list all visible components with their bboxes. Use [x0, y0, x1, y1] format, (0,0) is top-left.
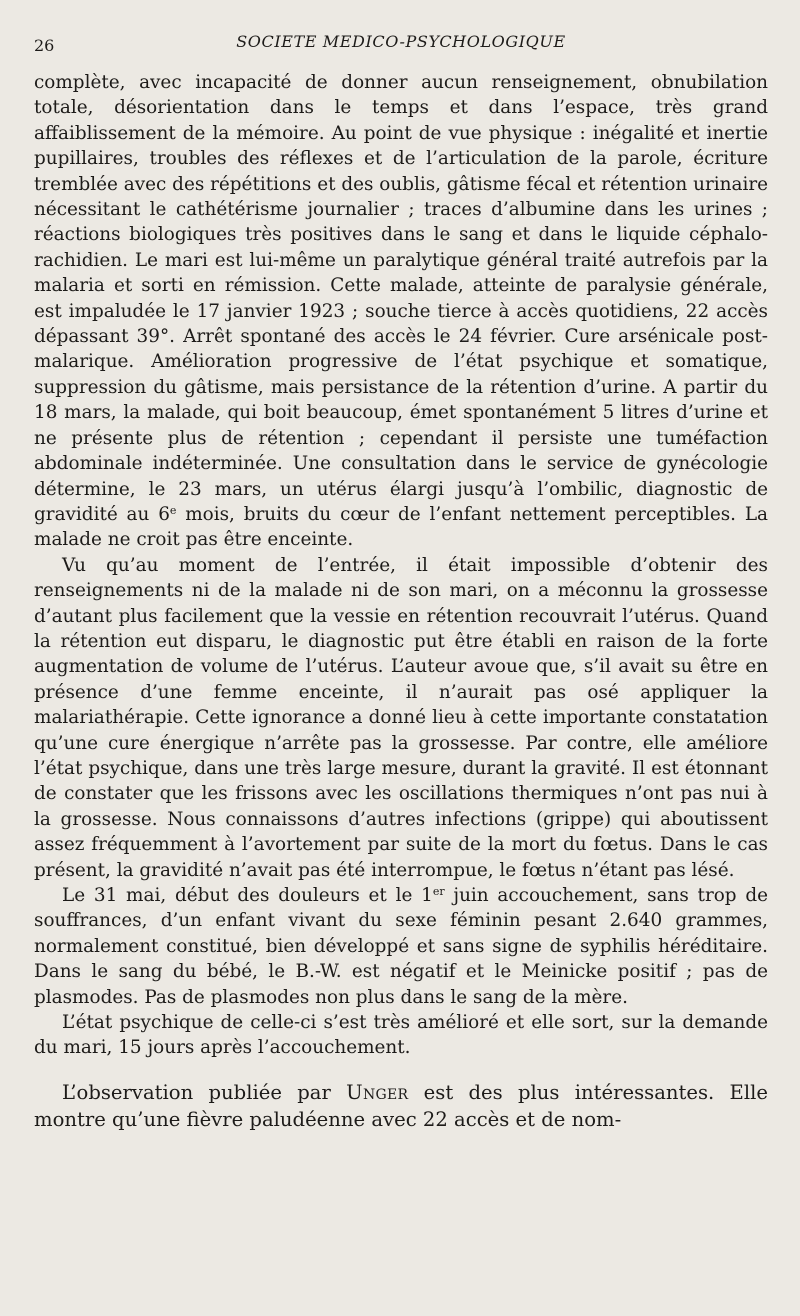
paragraph-text-end: juin accouchement, sans trop de souffrances, d’un enfant vivant du sexe féminin pesant 2.640 grammes, normalement constitué, bien développé et sans signe de syphilis héréditaire. Dans le sang du bébé, le B.-W. est négatif et le Meinicke positif ; pas de plasmodes. Pas de plasmodes non plus dans le sang de la mère.: [34, 885, 769, 1008]
paragraph-commentary: [34, 1079, 768, 1133]
superscript: er: [432, 885, 445, 898]
author-name: Unger: [346, 1080, 409, 1104]
paragraph-delivery: [34, 883, 768, 1010]
paragraph-text-end: est des plus intéressantes. Elle montre qu’une fièvre paludéenne avec 22 accès et de nom-: [34, 1080, 768, 1131]
paragraph-case-report: [34, 70, 768, 553]
paragraph-outcome: L’état psychique de celle-ci s’est très amélioré et elle sort, sur la demande du mari, 15 jours après l’accouchement.: [34, 1012, 768, 1059]
paragraph-discussion: Vu qu’au moment de l’entrée, il était impossible d’obtenir des renseignements ni de la malade ni de son mari, on a méconnu la grossesse d’autant plus facilement que la vessie en rétention recouvrait l’utérus. Quand la rétention eut disparu, le diagnostic put être établi en raison de la forte augmentation de volume de l’utérus. L’auteur avoue que, s’il avait su être en présence d’une femme enceinte, il n’aurait pas osé appliquer la malariathérapie. Cette ignorance a donné lieu à cette importante constatation qu’une cure énergique n’arrête pas la grossesse. Par contre, elle améliore l’état psychique, dans une très large mesure, durant la gravité. Il est étonnant de constater que les frissons avec les oscillations thermiques n’ont pas nui à la grossesse. Nous connaissons d’autres infections (grippe) qui aboutissent assez fréquemment à l’avortement par suite de la mort du fœtus. Dans le cas présent, la gravidité n’avait pas été interrompue, le fœtus n’étant pas lésé.: [34, 554, 768, 881]
body-text: [34, 70, 768, 1133]
paragraph-text: Le 31 mai, début des douleurs et le 1: [62, 885, 433, 906]
superscript: e: [169, 503, 177, 517]
running-title: SOCIETE MEDICO-PSYCHOLOGIQUE: [236, 32, 566, 51]
page-number: 26: [34, 36, 55, 55]
paragraph-text: L’observation publiée par: [62, 1080, 347, 1104]
paragraph-text-end: mois, bruits du cœur de l’enfant nettement perceptibles. La malade ne croit pas être enceinte.: [34, 503, 768, 551]
paragraph-text: complète, avec incapacité de donner aucun renseignement, obnubilation totale, désorientation dans le temps et dans l’espace, très grand affaiblissement de la mémoire. Au point de vue physique : inégalité et inertie pupillaires, troubles des réflexes et de l’articulation de la parole, écriture tremblée avec des répétitions et des oublis, gâtisme fécal et rétention urinaire nécessitant le cathétérisme journalier ; traces d’albumine dans les urines ; réactions biologiques très positives dans le sang et dans le liquide céphalo-rachidien. Le mari est lui-même un paralytique général traité autrefois par la malaria et sorti en rémission. Cette malade, atteinte de paralysie générale, est impaludée le 17 janvier 1923 ; souche tierce à accès quotidiens, 22 accès dépassant 39°. Arrêt spontané des accès le 24 février. Cure arsénicale post-malarique. Amélioration progressive de l’état psychique et somatique, suppression du gâtisme, mais persistance de la rétention d’urine. A partir du 18 mars, la malade, qui boit beaucoup, émet spontanément 5 litres d’urine et ne présente plus de rétention ; cependant il persiste une tuméfaction abdominale indéterminée. Une consultation dans le service de gynécologie détermine, le 23 mars, un utérus élargi jusqu’à l’ombilic, diagnostic de gravidité au: [34, 72, 768, 525]
page-header: [34, 30, 768, 70]
month-number: 6: [158, 503, 170, 525]
